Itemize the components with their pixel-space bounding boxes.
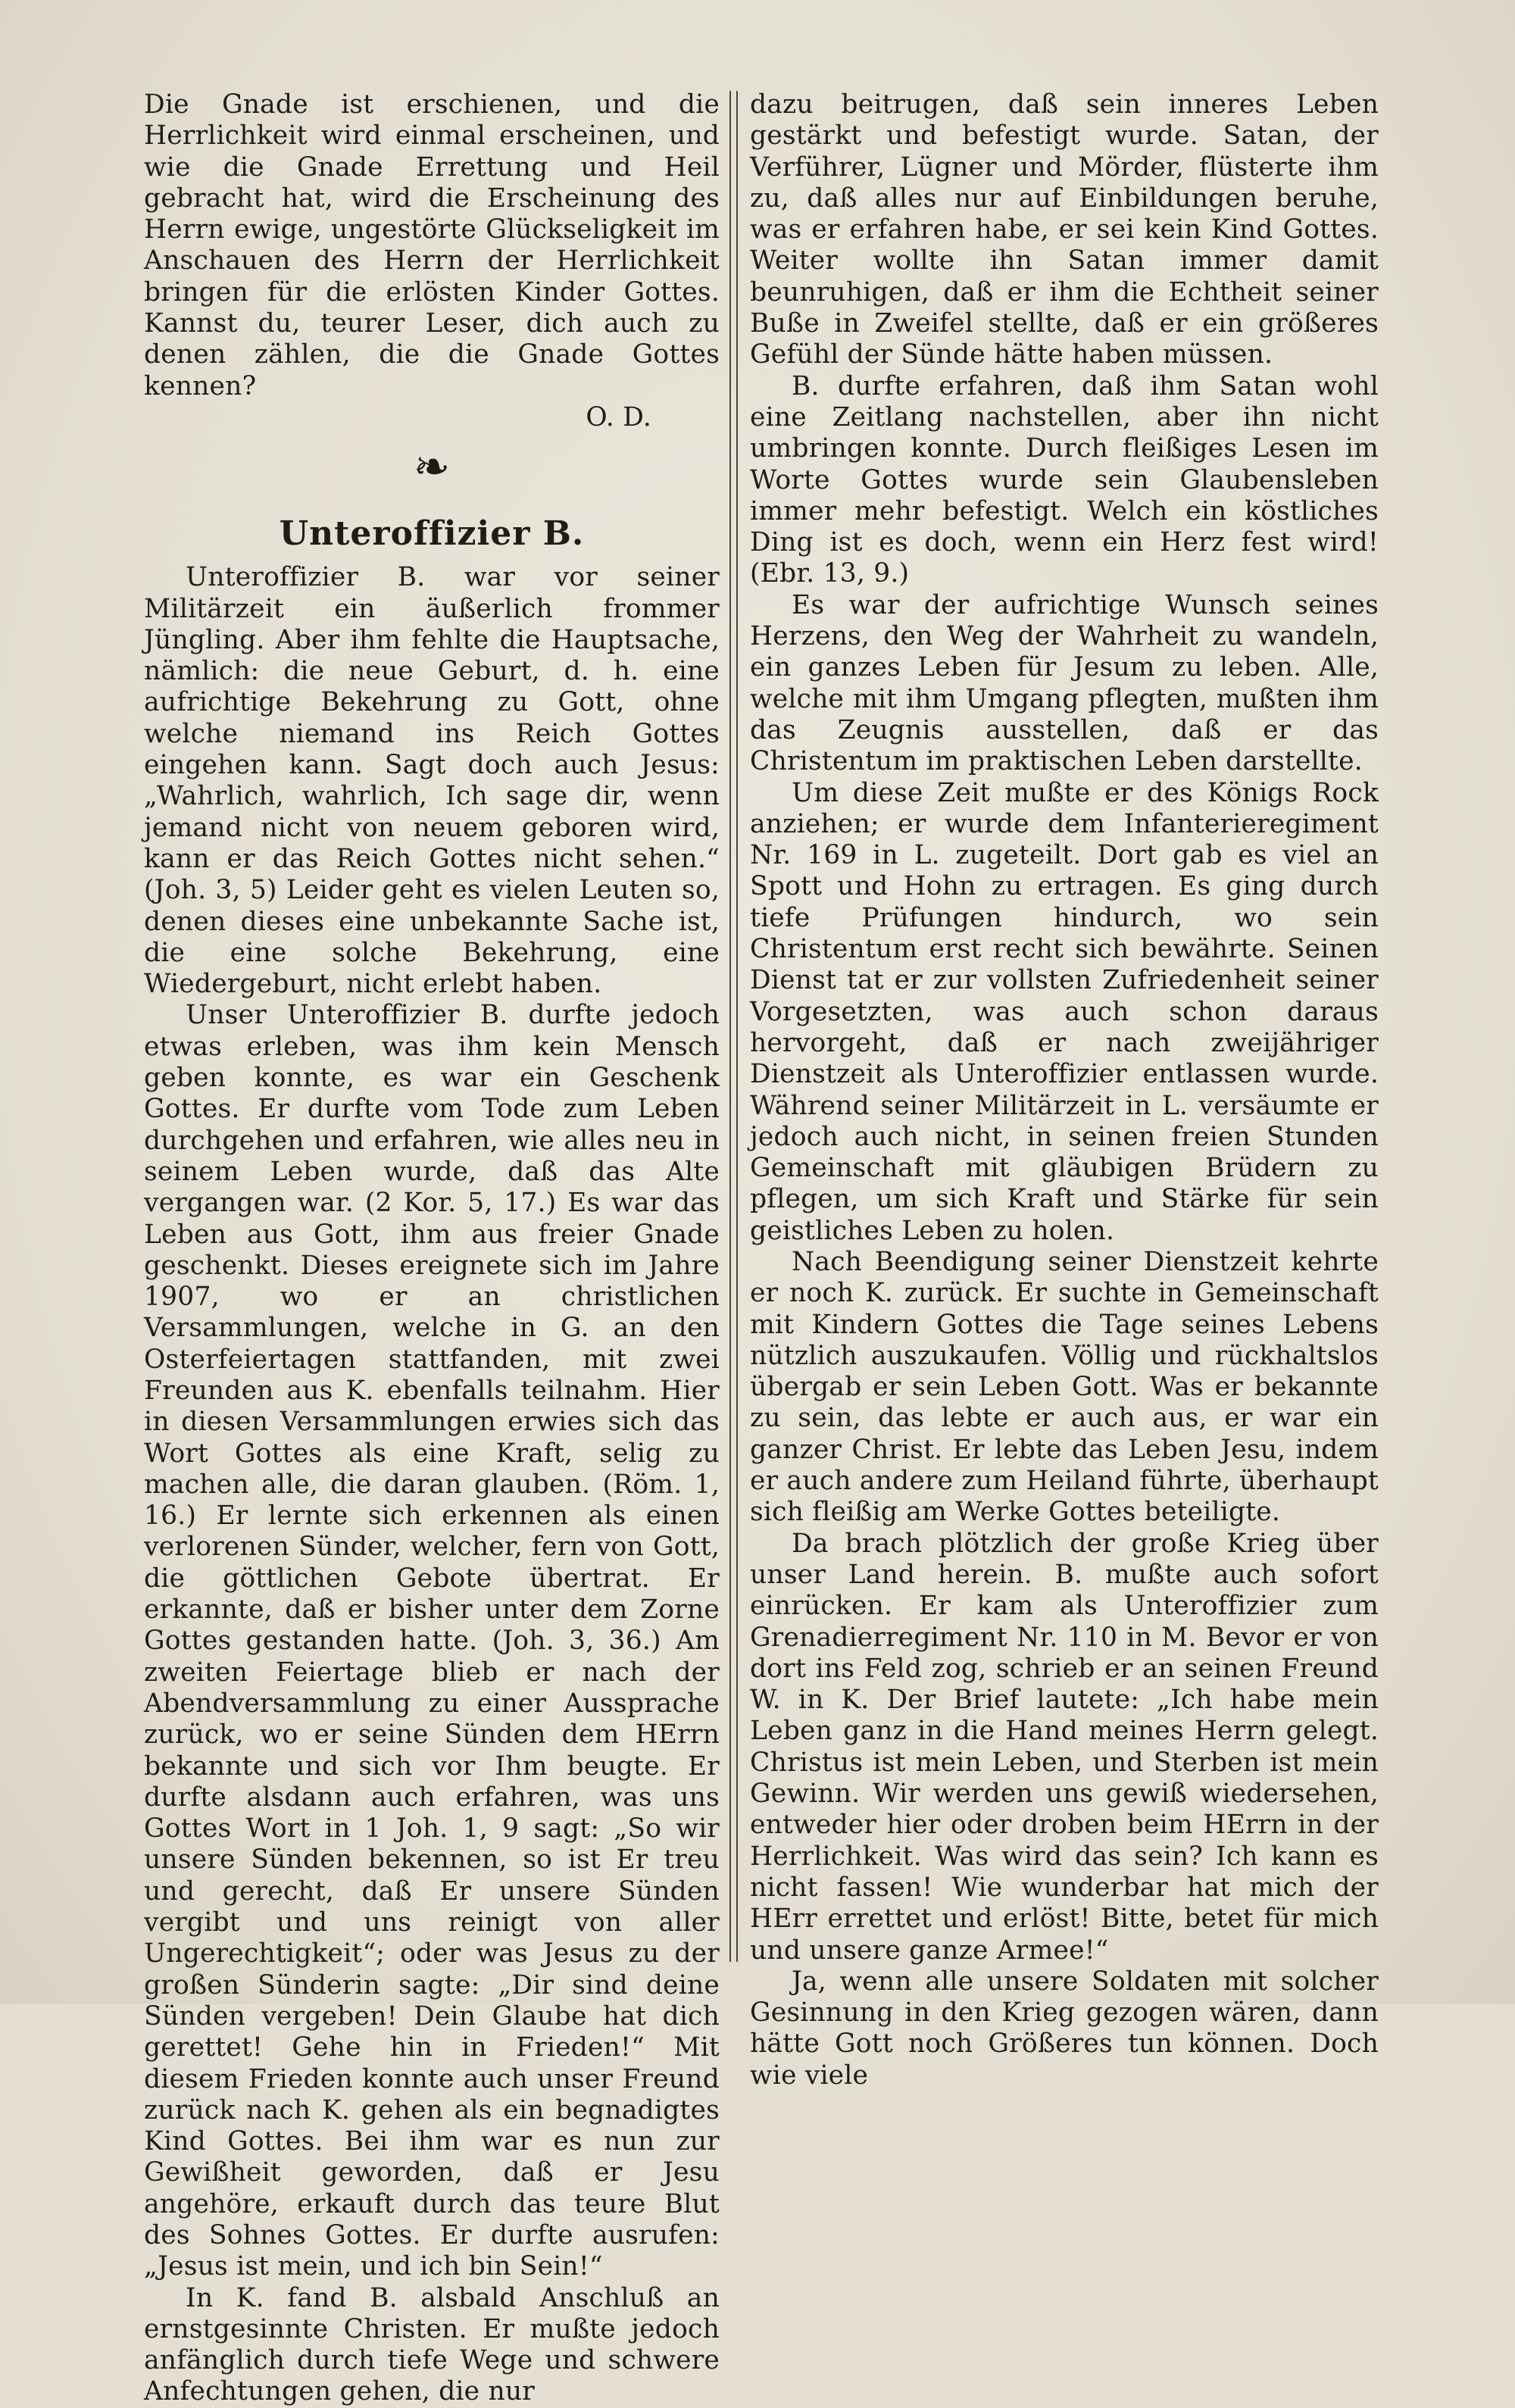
article-paragraph: Nach Beendigung seiner Dienstzeit kehrte er noch K. zurück. Er suchte in Gemeinschaft mit Kindern Gottes die Tage seines Lebens nützlich auszukaufen. Völlig und rückhaltslos übergab er sein Leben Gott. Was er bekannte zu sein, das lebte er auch aus, er war ein ganzer Christ. Er lebte das Leben Jesu, indem er auch andere zum Heiland führte, überhaupt sich fleißig am Werke Gottes beteiligte. xyxy=(750,1246,1379,1528)
article-paragraph: Da brach plötzlich der große Krieg über unser Land herein. B. mußte auch sofort einrücken. Er kam als Unteroffizier zum Grenadierregiment Nr. 110 in M. Bevor er von dort ins Feld zog, schrieb er an seinen Freund W. in K. Der Brief lautete: „Ich habe mein Leben ganz in die Hand meines Herrn gelegt. Christus ist mein Leben, und Sterben ist mein Gewinn. Wir werden uns gewiß wiedersehen, entweder hier oder droben beim HErrn in der Herrlichkeit. Was wird das sein? Ich kann es nicht fassen! Wie wunderbar hat mich der HErr errettet und erlöst! Bitte, betet für mich und unsere ganze Armee!“ xyxy=(750,1528,1379,1966)
article-paragraph: Unser Unteroffizier B. durfte jedoch etwas erleben, was ihm kein Mensch geben konnte, es war ein Geschenk Gottes. Er durfte vom Tode zum Leben durchgehen und erfahren, wie alles neu in seinem Leben wurde, daß das Alte vergangen war. (2 Kor. 5, 17.) Es war das Leben aus Gott, ihm aus freier Gnade geschenkt. Dieses ereignete sich im Jahre 1907, wo er an christlichen Versammlungen, welche in G. an den Osterfeiertagen stattfanden, mit zwei Freunden aus K. ebenfalls teilnahm. Hier in diesen Versammlungen erwies sich das Wort Gottes als eine Kraft, selig zu machen alle, die daran glauben. (Röm. 1, 16.) Er lernte sich erkennen als einen verlorenen Sünder, welcher, fern von Gott, die göttlichen Gebote übertrat. Er erkannte, daß er bisher unter dem Zorne Gottes gestanden hatte. (Joh. 3, 36.) Am zweiten Feiertage blieb er nach der Abendversammlung zu einer Aussprache zurück, wo er seine Sünden dem HErrn bekannte und sich vor Ihm beugte. Er durfte alsdann auch erfahren, was uns Gottes Wort in 1 Joh. 1, 9 sagt: „So wir unsere Sünden bekennen, so ist Er treu und gerecht, daß Er unsere Sünden vergibt und uns reinigt von aller Ungerechtigkeit“; oder was Jesus zu der großen Sünderin sagte: „Dir sind deine Sünden vergeben! Dein Glaube hat dich gerettet! Gehe hin in Frieden!“ Mit diesem Frieden konnte auch unser Freund zurück nach K. gehen als ein begnadigtes Kind Gottes. Bei ihm war es nun zur Gewißheit geworden, daß er Jesu angehöre, erkauft durch das teure Blut des Sohnes Gottes. Er durfte ausrufen: „Jesus ist mein, und ich bin Sein!“ xyxy=(144,1000,720,2282)
author-signature: O. D. xyxy=(586,401,651,433)
ornament-icon: ❧ xyxy=(413,441,451,493)
left-column xyxy=(144,89,720,2408)
article-paragraph: In K. fand B. alsbald Anschluß an ernstgesinnte Christen. Er mußte jedoch anfänglich durch tiefe Wege und schwere Anfechtungen gehen, die nur xyxy=(144,2282,720,2407)
intro-paragraph: Die Gnade ist erschienen, und die Herrlichkeit wird einmal erscheinen, und wie die Gnade Errettung und Heil gebracht hat, wird die Erscheinung des Herrn ewige, ungestörte Glückseligkeit im Anschauen des Herrn der Herrlichkeit bringen für die erlösten Kinder Gottes. Kannst du, teurer Leser, dich auch zu denen zählen, die die Gnade Gottes kennen? xyxy=(144,89,720,401)
right-column xyxy=(750,89,1379,2091)
column-divider xyxy=(729,91,738,1962)
article-title: Unteroffizier B. xyxy=(279,514,585,554)
article-paragraph: Unteroffizier B. war vor seiner Militärzeit ein äußerlich frommer Jüngling. Aber ihm fehlte die Hauptsache, nämlich: die neue Geburt, d. h. eine aufrichtige Bekehrung zu Gott, ohne welche niemand ins Reich Gottes eingehen kann. Sagt doch auch Jesus: „Wahrlich, wahrlich, Ich sage dir, wenn jemand nicht von neuem geboren wird, kann er das Reich Gottes nicht sehen.“ (Joh. 3, 5) Leider geht es vielen Leuten so, denen dieses eine unbekannte Sache ist, die eine solche Bekehrung, eine Wiedergeburt, nicht erlebt haben. xyxy=(144,562,720,1000)
article-paragraph: Es war der aufrichtige Wunsch seines Herzens, den Weg der Wahrheit zu wandeln, ein ganzes Leben für Jesum zu leben. Alle, welche mit ihm Umgang pflegten, mußten ihm das Zeugnis ausstellen, daß er das Christentum im praktischen Leben darstellte. xyxy=(750,589,1379,777)
article-paragraph: Ja, wenn alle unsere Soldaten mit solcher Gesinnung in den Krieg gezogen wären, dann hätte Gott noch Größeres tun können. Doch wie viele xyxy=(750,1966,1379,2091)
article-paragraph: Um diese Zeit mußte er des Königs Rock anziehen; er wurde dem Infanterieregiment Nr. 169 in L. zugeteilt. Dort gab es viel an Spott und Hohn zu ertragen. Es ging durch tiefe Prüfungen hindurch, wo sein Christentum erst recht sich bewährte. Seinen Dienst tat er zur vollsten Zufriedenheit seiner Vorgesetzten, was auch schon daraus hervorgeht, daß er nach zweijähriger Dienstzeit als Unteroffizier entlassen wurde. Während seiner Militärzeit in L. versäumte er jedoch auch nicht, in seinen freien Stunden Gemeinschaft mit gläubigen Brüdern zu pflegen, um sich Kraft und Stärke für sein geistliches Leben zu holen. xyxy=(750,777,1379,1246)
article-paragraph: dazu beitrugen, daß sein inneres Leben gestärkt und befestigt wurde. Satan, der Verführer, Lügner und Mörder, flüsterte ihm zu, daß alles nur auf Einbildungen beruhe, was er erfahren habe, er sei kein Kind Gottes. Weiter wollte ihn Satan immer damit beunruhigen, daß er ihm die Echtheit seiner Buße in Zweifel stellte, daß er ein größeres Gefühl der Sünde hätte haben müssen. xyxy=(750,89,1379,370)
article-paragraph: B. durfte erfahren, daß ihm Satan wohl eine Zeitlang nachstellen, aber ihn nicht umbringen konnte. Durch fleißiges Lesen im Worte Gottes wurde sein Glaubensleben immer mehr befestigt. Welch ein köstliches Ding ist es doch, wenn ein Herz fest wird! (Ebr. 13, 9.) xyxy=(750,370,1379,589)
